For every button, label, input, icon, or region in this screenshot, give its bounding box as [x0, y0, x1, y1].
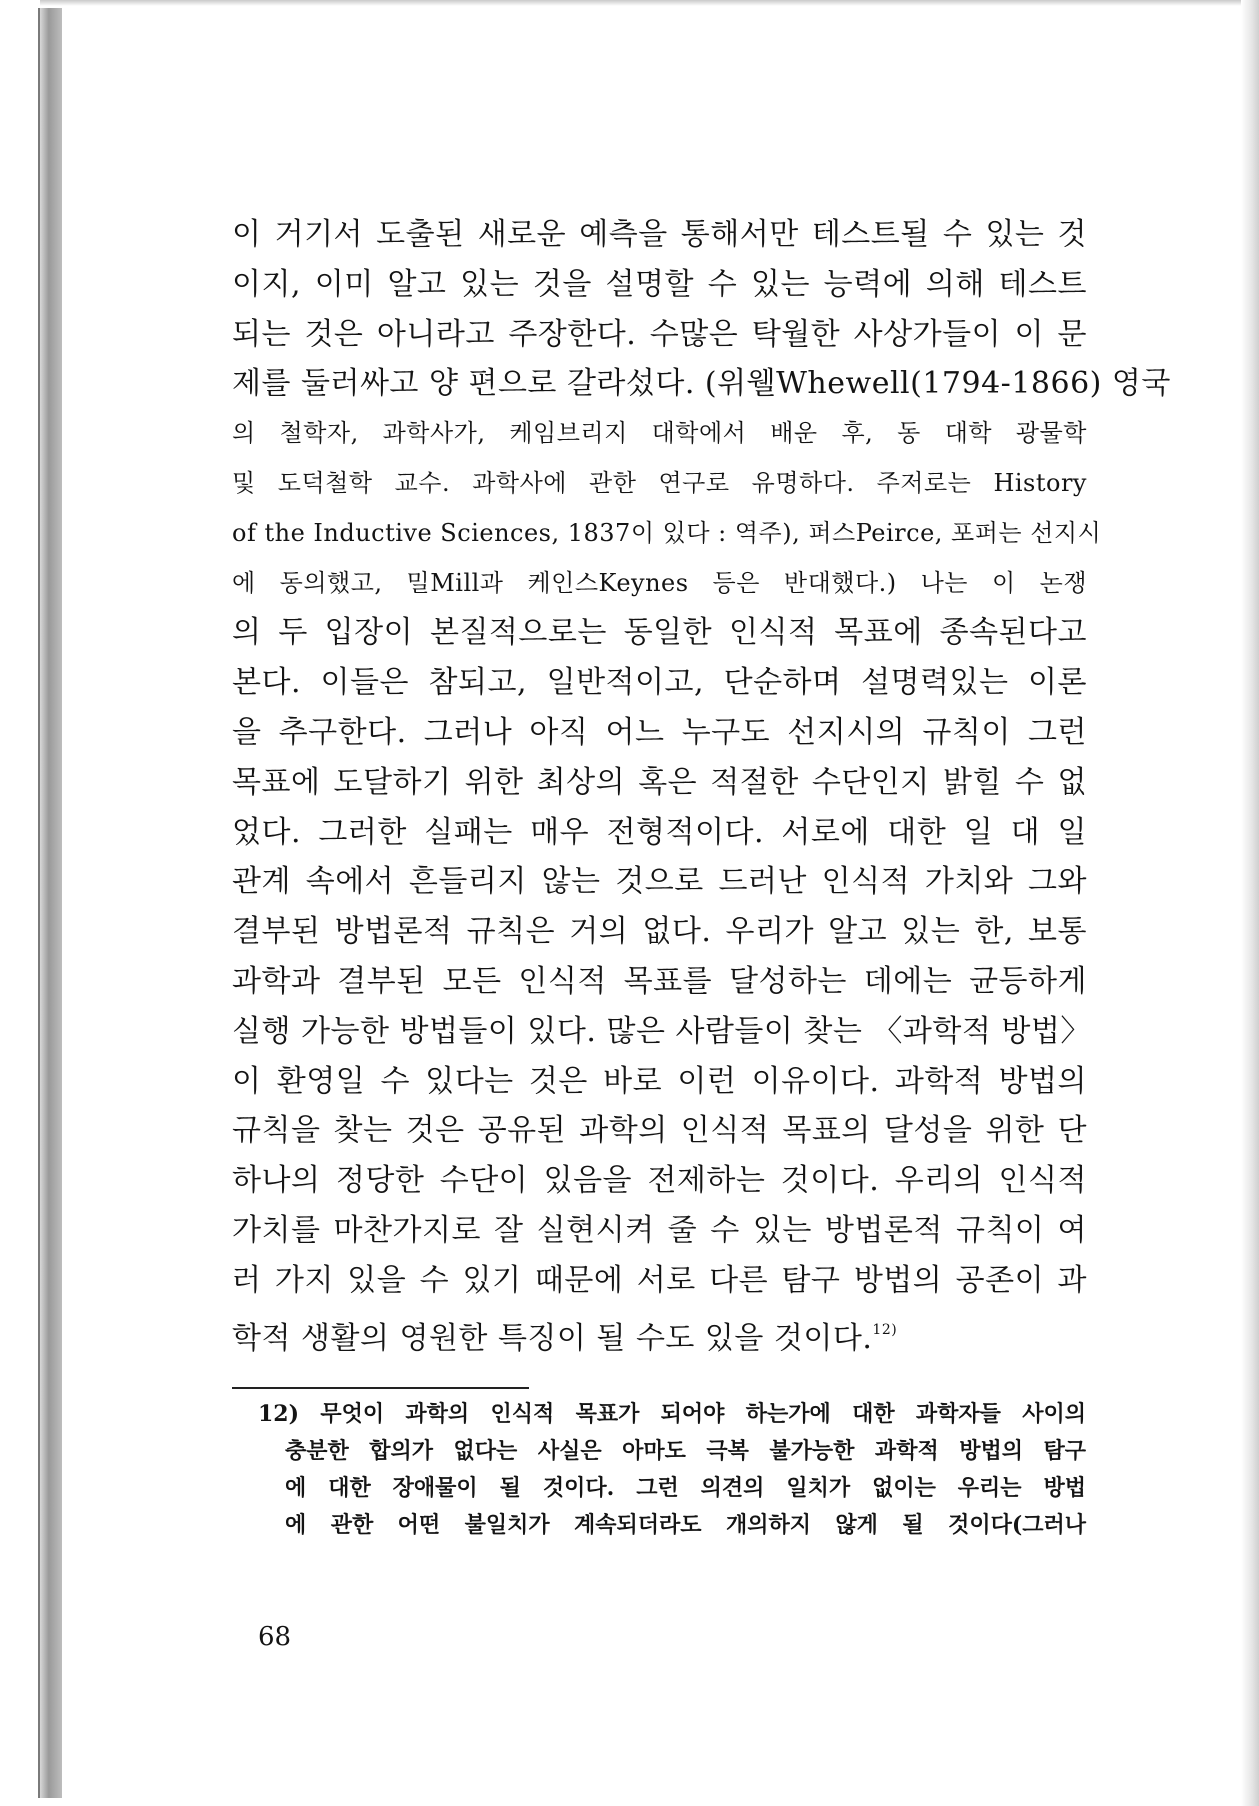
- body-line: 러 가지 있을 수 있기 때문에 서로 다른 탐구 방법의 공존이 과: [232, 1262, 1087, 1298]
- footnote-divider: [232, 1387, 529, 1389]
- body-line: 가치를 마찬가지로 잘 실현시켜 줄 수 있는 방법론적 규칙이 여: [232, 1212, 1087, 1248]
- body-line: 결부된 방법론적 규칙은 거의 없다. 우리가 알고 있는 한, 보통: [232, 914, 1087, 950]
- footnote-line: 에 관한 어떤 불일치가 계속되더라도 개의하지 않게 될 것이다(그러나: [285, 1512, 1086, 1538]
- page-top-edge: [40, 0, 1259, 6]
- body-text: [232, 210, 1171, 1356]
- footnote-reference: 12): [872, 1321, 898, 1338]
- body-line: 실행 가능한 방법들이 있다. 많은 사람들이 찾는 〈과학적 방법〉: [232, 1013, 1091, 1049]
- page-number: 68: [258, 1622, 292, 1652]
- body-line-last: [232, 1306, 1087, 1356]
- body-line: 이 환영일 수 있다는 것은 바로 이런 이유이다. 과학적 방법의: [232, 1063, 1087, 1099]
- body-line: 규칙을 찾는 것은 공유된 과학의 인식적 목표의 달성을 위한 단: [232, 1113, 1087, 1149]
- body-line: 과학과 결부된 모든 인식적 목표를 달성하는 데에는 균등하게: [232, 963, 1087, 999]
- body-line: 되는 것은 아니라고 주장한다. 수많은 탁월한 사상가들이 이 문: [232, 316, 1087, 352]
- body-line: of the Inductive Sciences, 1837이 있다 : 역주), 퍼스Peirce, 포퍼는 선지시: [232, 518, 1102, 547]
- body-line-text: 학적 생활의 영원한 특징이 될 수도 있을 것이다.: [232, 1320, 873, 1356]
- body-line: 목표에 도달하기 위한 최상의 혹은 적절한 수단인지 밝힐 수 없: [232, 764, 1087, 800]
- body-line: 에 동의했고, 밀Mill과 케인스Keynes 등은 반대했다.) 나는 이 논쟁: [232, 568, 1087, 597]
- footnote-line: 12) 무엇이 과학의 인식적 목표가 되어야 하는가에 대한 과학자들 사이의: [258, 1401, 1086, 1427]
- footnote: [258, 1396, 1086, 1544]
- body-line: 본다. 이들은 참되고, 일반적이고, 단순하며 설명력있는 이론: [232, 665, 1087, 701]
- body-line: 및 도덕철학 교수. 과학사에 관한 연구로 유명하다. 주저로는 History: [232, 468, 1087, 497]
- body-line: 제를 둘러싸고 양 편으로 갈라섰다. (위웰Whewell(1794-1866) 영국: [232, 366, 1171, 402]
- footnote-line: 충분한 합의가 없다는 사실은 아마도 극복 불가능한 과학적 방법의 탐구: [285, 1438, 1086, 1464]
- body-line: 관계 속에서 흔들리지 않는 것으로 드러난 인식적 가치와 그와: [232, 864, 1087, 900]
- body-line: 의 두 입장이 본질적으로는 동일한 인식적 목표에 종속된다고: [232, 615, 1087, 651]
- body-line: 이 거기서 도출된 새로운 예측을 통해서만 테스트될 수 있는 것: [232, 217, 1087, 252]
- book-spine-edge: [38, 8, 62, 1798]
- body-line: 이지, 이미 알고 있는 것을 설명할 수 있는 능력에 의해 테스트: [232, 266, 1087, 302]
- footnote-line: 에 대한 장애물이 될 것이다. 그런 의견의 일치가 없이는 우리는 방법: [285, 1475, 1086, 1501]
- body-line: 을 추구한다. 그러나 아직 어느 누구도 선지시의 규칙이 그런: [232, 714, 1087, 750]
- body-line: 의 철학자, 과학사가, 케임브리지 대학에서 배운 후, 동 대학 광물학: [232, 419, 1087, 448]
- body-line: 었다. 그러한 실패는 매우 전형적이다. 서로에 대한 일 대 일: [232, 814, 1087, 850]
- body-line: 하나의 정당한 수단이 있음을 전제하는 것이다. 우리의 인식적: [232, 1163, 1087, 1199]
- page-right-edge: [1241, 0, 1259, 1806]
